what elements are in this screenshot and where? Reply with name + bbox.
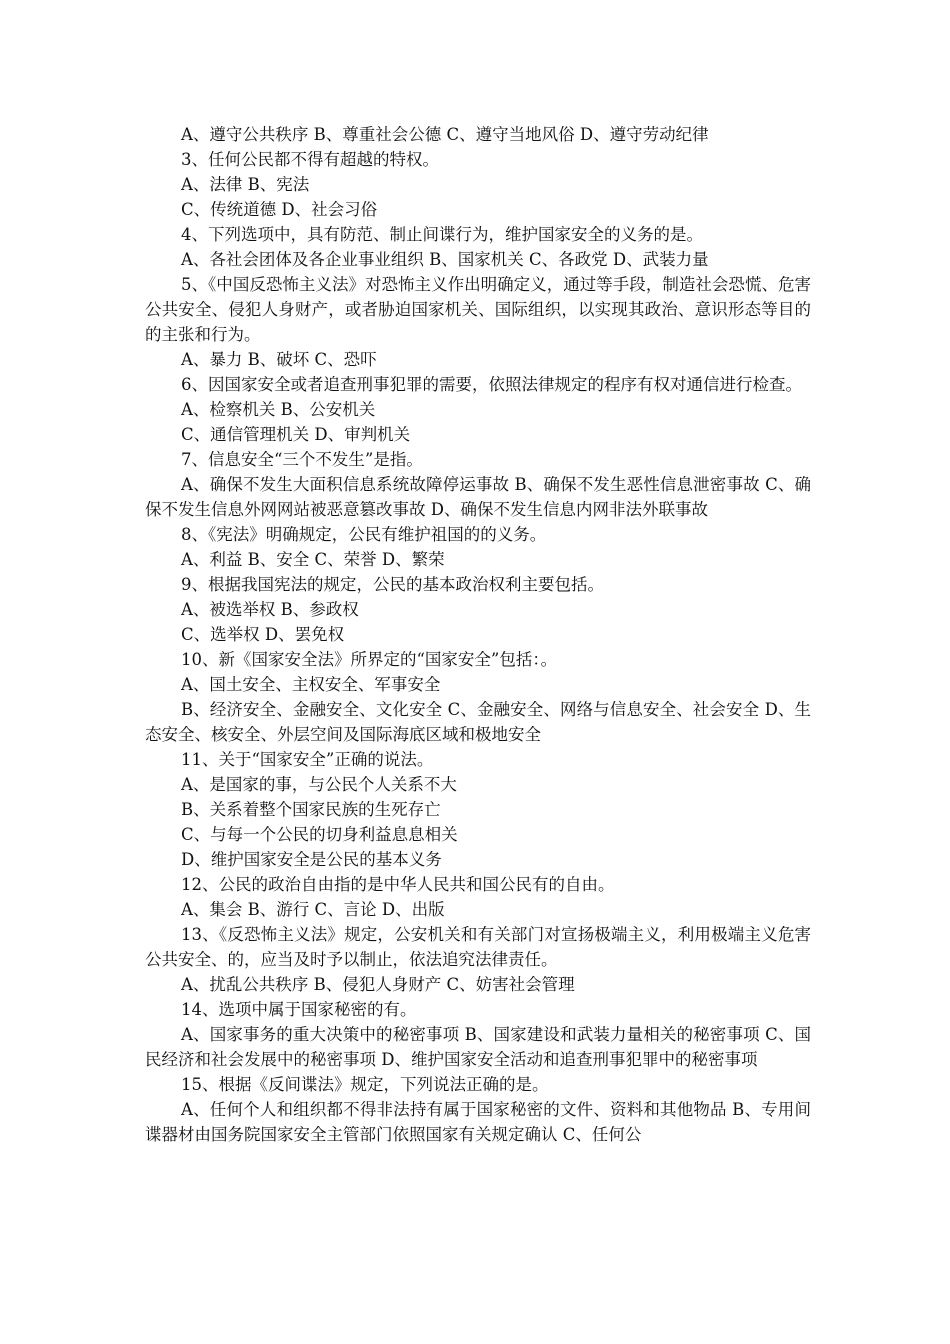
question-7: 7、信息安全“三个不发生”是指。 bbox=[181, 450, 423, 469]
option-line: A、任何个人和组织都不得非法持有属于国家秘密的文件、资料和其他物品 B、专用间谍器材由国务院国家安全主管部门依照国家有关规定确认 C、任何公 bbox=[145, 1100, 811, 1144]
document-body bbox=[145, 122, 811, 1147]
option-line: A、国土安全、主权安全、军事安全 bbox=[181, 675, 441, 694]
option-line: A、法律 B、宪法 bbox=[181, 175, 310, 194]
option-line: A、扰乱公共秩序 B、侵犯人身财产 C、妨害社会管理 bbox=[181, 975, 575, 994]
option-line: B、经济安全、金融安全、文化安全 C、金融安全、网络与信息安全、社会安全 D、生态安全、核安全、外层空间及国际海底区域和极地安全 bbox=[145, 700, 811, 744]
option-line: D、维护国家安全是公民的基本义务 bbox=[181, 850, 442, 869]
option-line: A、是国家的事，与公民个人关系不大 bbox=[181, 775, 457, 794]
question-8: 8、《宪法》明确规定，公民有维护祖国的的义务。 bbox=[181, 525, 547, 544]
question-4: 4、下列选项中，具有防范、制止间谍行为，维护国家安全的义务的是。 bbox=[181, 225, 703, 244]
option-line: A、利益 B、安全 C、荣誉 D、繁荣 bbox=[181, 550, 445, 569]
option-line: A、被选举权 B、参政权 bbox=[181, 600, 359, 619]
question-14: 14、选项中属于国家秘密的有。 bbox=[181, 1000, 417, 1019]
question-5: 5、《中国反恐怖主义法》对恐怖主义作出明确定义，通过等手段，制造社会恐慌、危害公共安全、侵犯人身财产，或者胁迫国家机关、国际组织，以实现其政治、意识形态等目的的主张和行为。 bbox=[145, 275, 811, 344]
question-10: 10、新《国家安全法》所界定的“国家安全”包括：。 bbox=[181, 650, 558, 669]
question-11: 11、关于“国家安全”正确的说法。 bbox=[181, 750, 434, 769]
option-line: B、关系着整个国家民族的生死存亡 bbox=[181, 800, 441, 819]
option-line: A、遵守公共秩序 B、尊重社会公德 C、遵守当地风俗 D、遵守劳动纪律 bbox=[181, 125, 709, 144]
option-line: C、传统道德 D、社会习俗 bbox=[181, 200, 378, 219]
option-line: C、选举权 D、罢免权 bbox=[181, 625, 345, 644]
question-3: 3、任何公民都不得有超越的特权。 bbox=[181, 150, 439, 169]
option-line: A、国家事务的重大决策中的秘密事项 B、国家建设和武装力量相关的秘密事项 C、国民经济和社会发展中的秘密事项 D、维护国家安全活动和追查刑事犯罪中的秘密事项 bbox=[145, 1025, 811, 1069]
question-15: 15、根据《反间谍法》规定，下列说法正确的是。 bbox=[181, 1075, 549, 1094]
question-13: 13、《反恐怖主义法》规定，公安机关和有关部门对宣扬极端主义，利用极端主义危害公共安全、的，应当及时予以制止，依法追究法律责任。 bbox=[145, 925, 811, 969]
option-line: A、暴力 B、破坏 C、恐吓 bbox=[181, 350, 377, 369]
question-6: 6、因国家安全或者追查刑事犯罪的需要，依照法律规定的程序有权对通信进行检查。 bbox=[181, 375, 802, 394]
option-line: A、集会 B、游行 C、言论 D、出版 bbox=[181, 900, 445, 919]
option-line: A、各社会团体及各企业事业组织 B、国家机关 C、各政党 D、武装力量 bbox=[181, 250, 709, 269]
question-12: 12、公民的政治自由指的是中华人民共和国公民有的自由。 bbox=[181, 875, 615, 894]
question-9: 9、根据我国宪法的规定，公民的基本政治权利主要包括。 bbox=[181, 575, 604, 594]
option-line: A、检察机关 B、公安机关 bbox=[181, 400, 376, 419]
option-line: A、确保不发生大面积信息系统故障停运事故 B、确保不发生恶性信息泄密事故 C、确保不发生信息外网网站被恶意篡改事故 D、确保不发生信息内网非法外联事故 bbox=[145, 475, 811, 519]
option-line: C、通信管理机关 D、审判机关 bbox=[181, 425, 411, 444]
option-line: C、与每一个公民的切身利益息息相关 bbox=[181, 825, 458, 844]
